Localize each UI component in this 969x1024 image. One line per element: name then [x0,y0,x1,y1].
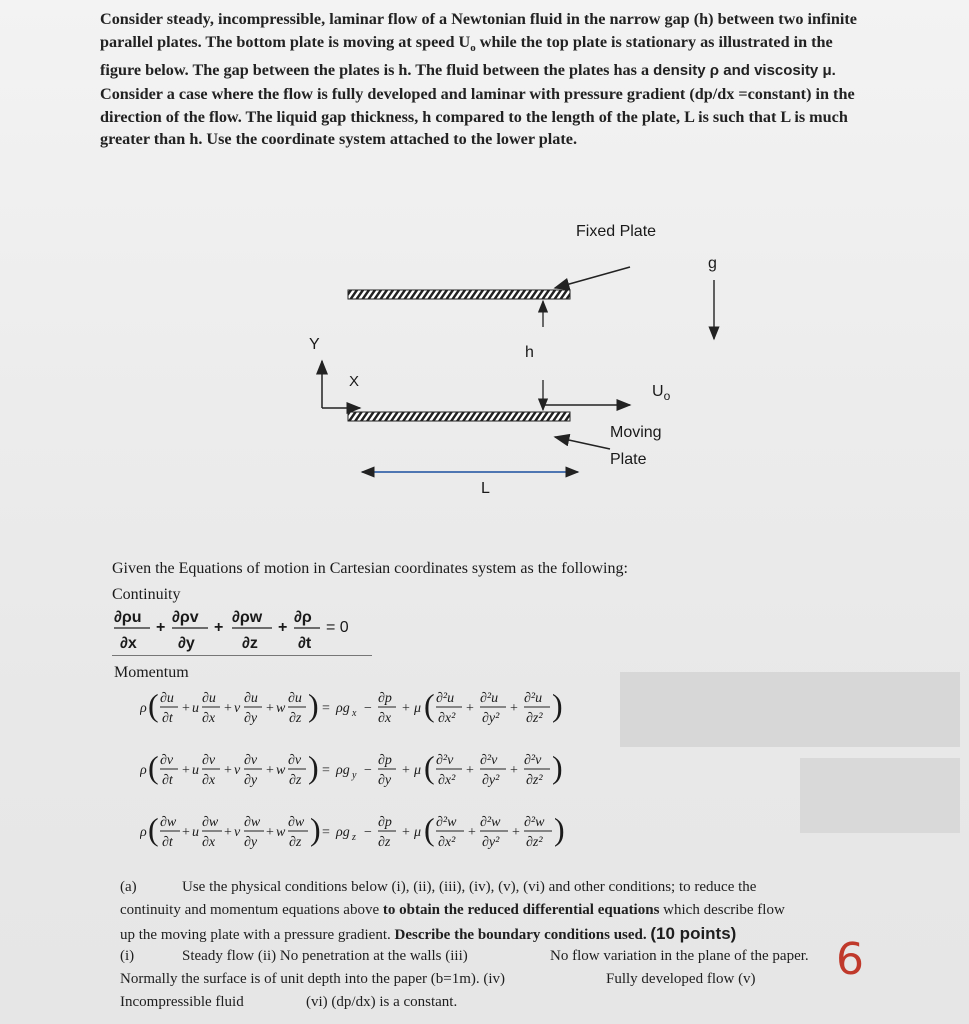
couette-flow-diagram [300,215,720,505]
svg-text:ρg: ρg [336,701,350,716]
svg-text:w: w [276,763,286,778]
svg-text:∂u: ∂u [160,691,174,706]
handwritten-grade: 6 [836,934,864,985]
length-label: L [481,480,490,497]
svg-text:∂²v: ∂²v [436,753,454,768]
svg-text:∂x: ∂x [202,711,216,726]
diagram-svg [300,215,720,505]
momentum-x [140,688,563,726]
svg-text:∂²w: ∂²w [436,815,457,830]
svg-text:+: + [402,825,410,840]
svg-text:): ) [552,749,563,785]
svg-text:∂x²: ∂x² [438,773,456,788]
svg-text:∂t: ∂t [162,835,173,850]
moving-plate-label: Moving [610,424,662,441]
svg-text:∂p: ∂p [378,691,392,706]
svg-text:∂x²: ∂x² [438,835,456,850]
points-label: (10 points) [650,924,737,943]
svg-text:+: + [278,619,288,636]
svg-text:+: + [468,825,476,840]
svg-text:∂w: ∂w [244,815,261,830]
svg-text:∂²v: ∂²v [524,753,542,768]
svg-text:=: = [322,701,330,716]
fixed-plate-pointer-arrow [555,267,630,288]
svg-text:∂y²: ∂y² [482,711,500,726]
svg-text:∂z: ∂z [378,835,391,850]
svg-text:∂z²: ∂z² [526,773,543,788]
svg-text:+: + [224,825,232,840]
svg-text:μ: μ [414,763,422,778]
moving-plate [348,412,570,421]
svg-text:= 0: = 0 [326,619,349,636]
question-emphasis: to obtain the reduced differential equations [382,902,660,918]
svg-text:∂t: ∂t [162,773,173,788]
svg-text:ρg: ρg [336,763,350,778]
momentum-y [140,749,563,788]
svg-text:z: z [352,832,356,843]
svg-text:+: + [266,701,274,716]
gravity-label: g [708,255,717,272]
svg-text:∂w: ∂w [288,815,305,830]
section-divider [112,655,372,656]
svg-text:−: − [364,701,372,716]
moving-plate-label-2: Plate [610,451,647,468]
svg-text:∂ρu: ∂ρu [114,609,142,626]
svg-text:(: ( [424,749,435,785]
svg-text:ρg: ρg [336,825,350,840]
svg-text:+: + [466,701,474,716]
question-a: (a) Use the physical conditions below (i), (ii), (iii), (iv), (v), (vi) and other conditions; to reduce the continuity and momentum equations above to obtain the reduced differential equations which describe flow up the moving plate with a pressure gradient. Describe the boundary conditions used. (10 points) (i) Steady flow (ii) No penetration at the walls (iii) No flow variation in the plane of the paper. Normally the surface is of unit depth into the paper (b=1m). (iv) Fully developed flow (v) Incompressible fluid (vi) (dp/dx) is a constant. [120,876,890,1014]
svg-text:∂w: ∂w [160,815,177,830]
svg-text:+: + [510,701,518,716]
fixed-plate-label: Fixed Plate [576,223,657,240]
svg-text:+: + [182,825,190,840]
svg-text:∂ρw: ∂ρw [232,609,263,626]
svg-text:u: u [192,701,199,716]
svg-text:∂²u: ∂²u [436,691,455,706]
y-axis-label: Y [309,336,320,353]
svg-text:∂y: ∂y [178,635,195,652]
svg-text:∂y: ∂y [244,711,258,726]
gap-label: h [525,344,534,361]
svg-text:ρ: ρ [140,763,147,778]
svg-text:w: w [276,825,286,840]
svg-text:∂y: ∂y [378,773,392,788]
svg-text:+: + [182,701,190,716]
svg-text:+: + [182,763,190,778]
momentum-heading: Momentum [114,664,189,681]
redacted-area [620,672,960,747]
svg-text:∂p: ∂p [378,815,392,830]
svg-text:∂x: ∂x [202,835,216,850]
svg-text:): ) [554,811,565,847]
svg-text:∂z: ∂z [289,711,302,726]
svg-text:μ: μ [414,825,422,840]
svg-text:∂²w: ∂²w [524,815,545,830]
svg-text:+: + [224,701,232,716]
svg-text:∂v: ∂v [244,753,258,768]
svg-text:ρ: ρ [140,825,147,840]
intro-line-6: greater than h. Use the coordinate system attached to the lower plate. [100,130,578,149]
momentum-z [140,811,565,850]
svg-text:+: + [156,619,166,636]
svg-text:−: − [364,763,372,778]
svg-text:+: + [224,763,232,778]
moving-plate-pointer-arrow [555,437,610,449]
svg-text:∂z²: ∂z² [526,835,543,850]
svg-text:∂t: ∂t [298,635,312,652]
svg-text:∂u: ∂u [202,691,216,706]
svg-text:∂²u: ∂²u [524,691,543,706]
svg-text:+: + [466,763,474,778]
svg-text:∂z: ∂z [289,773,302,788]
svg-text:∂²v: ∂²v [480,753,498,768]
svg-text:∂y: ∂y [244,773,258,788]
svg-text:+: + [512,825,520,840]
svg-text:∂²w: ∂²w [480,815,501,830]
intro-line-1: Consider steady, incompressible, laminar flow of a Newtonian fluid in the narrow gap (h) between two infinite [100,10,857,28]
svg-text:∂x: ∂x [202,773,216,788]
svg-text:u: u [192,763,199,778]
svg-text:∂u: ∂u [288,691,302,706]
svg-text:∂x: ∂x [378,711,392,726]
svg-text:∂z: ∂z [242,635,258,652]
svg-text:w: w [276,701,286,716]
intro-line-3: figure below. The gap between the plates is h. The fluid between the plates has a density ρ and viscosity μ. [100,61,836,80]
svg-text:+: + [266,763,274,778]
question-line-1: Use the physical conditions below (i), (ii), (iii), (iv), (v), (vi) and other conditions; to reduce the [182,879,757,895]
svg-text:): ) [308,688,319,723]
svg-text:∂x²: ∂x² [438,711,456,726]
svg-text:∂²u: ∂²u [480,691,499,706]
svg-text:ρ: ρ [140,701,147,716]
svg-text:+: + [266,825,274,840]
svg-text:(: ( [424,688,435,723]
boundary-conditions-emphasis: Describe the boundary conditions used. [394,927,647,943]
svg-text:v: v [234,763,241,778]
svg-text:(: ( [424,811,435,847]
svg-text:∂ρv: ∂ρv [172,609,199,626]
continuity-heading: Continuity [112,586,181,603]
svg-text:+: + [402,701,410,716]
svg-text:): ) [308,749,319,785]
equations-intro: Given the Equations of motion in Cartesian coordinates system as the following: [112,560,628,577]
svg-text:(: ( [148,688,159,723]
x-axis-label: X [349,373,360,390]
svg-text:(: ( [148,749,159,785]
continuity-equation [112,602,372,654]
svg-text:u: u [192,825,199,840]
intro-line-5: direction of the flow. The liquid gap thickness, h compared to the length of the plate, L is such that L is much [100,107,848,126]
problem-statement [100,8,920,151]
redacted-area-2 [800,758,960,833]
svg-text:∂z²: ∂z² [526,711,543,726]
svg-text:∂v: ∂v [160,753,174,768]
svg-text:∂p: ∂p [378,753,392,768]
svg-text:y: y [352,770,357,781]
svg-text:∂x: ∂x [120,635,137,652]
svg-text:μ: μ [414,701,422,716]
svg-text:−: − [364,825,372,840]
svg-text:∂y: ∂y [244,835,258,850]
svg-text:∂v: ∂v [202,753,216,768]
svg-text:∂y²: ∂y² [482,773,500,788]
svg-text:∂w: ∂w [202,815,219,830]
intro-line-2: parallel plates. The bottom plate is moving at speed $U_o$ while the top plate is stationary as illustrated in the [100,32,833,54]
svg-text:v: v [234,701,241,716]
svg-text:(: ( [148,811,159,847]
svg-text:∂y²: ∂y² [482,835,500,850]
svg-text:∂ρ: ∂ρ [294,609,312,626]
svg-text:∂u: ∂u [244,691,258,706]
svg-text:+: + [214,619,224,636]
momentum-equations [140,688,580,858]
svg-text:∂z: ∂z [289,835,302,850]
svg-text:v: v [234,825,241,840]
svg-text:+: + [510,763,518,778]
svg-text:x: x [352,708,357,719]
svg-text:+: + [402,763,410,778]
question-number: (a) [120,879,137,895]
svg-text:∂v: ∂v [288,753,302,768]
fixed-plate [348,290,570,299]
svg-text:): ) [310,811,321,847]
svg-text:): ) [552,688,563,723]
velocity-label: $U_o$ [652,383,671,404]
intro-line-4: Consider a case where the flow is fully developed and laminar with pressure gradient (dp/dx =constant) in the [100,85,855,104]
svg-text:=: = [322,763,330,778]
svg-text:=: = [322,825,330,840]
svg-text:∂t: ∂t [162,711,173,726]
